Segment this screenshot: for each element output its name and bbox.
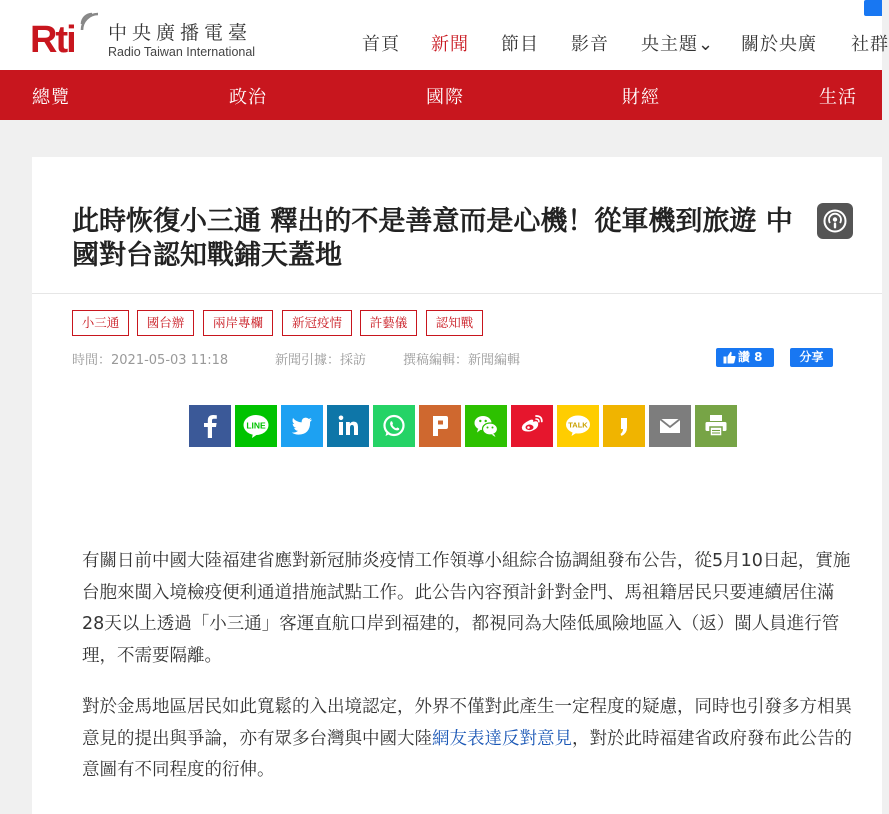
paragraph-text: 對於金馬地區居民如此寬鬆的入出境認定，外界不僅對此產生一定程度的疑慮，同時也引發多方相異意見的提出與爭論，亦有眾多台灣與中國大陸 [82, 697, 852, 749]
podcast-button[interactable] [817, 203, 853, 239]
article-title: 此時恢復小三通 釋出的不是善意而是心機！從軍機到旅遊 中國對台認知戰鋪天蓋地 [72, 206, 793, 271]
plurk-icon [419, 405, 461, 447]
opposition-opinions-link[interactable]: 網友表達反對意見 [432, 728, 572, 749]
facebook-like-button[interactable] [716, 348, 774, 367]
facebook-share-button[interactable]: 分享 [790, 348, 833, 367]
site-header [0, 0, 889, 70]
print-icon [695, 405, 737, 447]
quote-icon [603, 405, 645, 447]
publish-time: 時間：2021-05-03 11:18 [72, 353, 229, 368]
nav-item-video[interactable]: 影音 [571, 34, 609, 55]
share-whatsapp-button[interactable] [373, 405, 415, 447]
kakaotalk-icon [557, 405, 599, 447]
weibo-icon [511, 405, 553, 447]
wechat-icon [465, 405, 507, 447]
thumbs-up-icon [723, 351, 736, 364]
tag-item[interactable]: 認知戰 [426, 310, 483, 336]
nav-item-news[interactable]: 新聞 [431, 34, 469, 55]
whatsapp-icon [373, 405, 415, 447]
nav-item-home[interactable]: 首頁 [362, 34, 400, 55]
broadcast-wave-icon [78, 8, 104, 34]
svg-text:TALK: TALK [568, 420, 588, 430]
article-paragraph [82, 692, 852, 787]
like-count: 讚 8 [738, 350, 763, 364]
site-logo[interactable] [28, 8, 268, 64]
news-source: 新聞引據：採訪 [275, 353, 367, 368]
share-plurk-button[interactable] [419, 405, 461, 447]
share-wechat-button[interactable] [465, 405, 507, 447]
tag-item[interactable]: 許藝儀 [360, 310, 417, 336]
editor-credit: 撰稿編輯：新聞編輯 [403, 353, 521, 368]
svg-text:LINE: LINE [246, 420, 266, 431]
nav-item-topics[interactable]: 央主題⌄ [641, 34, 715, 55]
tag-item[interactable]: 兩岸專欄 [203, 310, 273, 336]
logo-name-zh: 中央廣播電臺 [108, 22, 253, 44]
nav-item-social[interactable]: 社群 [851, 34, 889, 55]
share-weibo-button[interactable] [511, 405, 553, 447]
share-print-button[interactable] [695, 405, 737, 447]
share-email-button[interactable] [649, 405, 691, 447]
share-quote-button[interactable] [603, 405, 645, 447]
article-paragraph: 有關日前中國大陸福建省應對新冠肺炎疫情工作領導小組綜合協調組發布公告，從5月10日起，實施台胞來閩入境檢疫便利通道措施試點工作。此公告內容預計針對金門、馬祖籍居民只要連續居住滿28天以上透過「小三通」客運直航口岸到福建的，都視同為大陸低風險地區入（返）閩人員進行管理，不需要隔離。 [82, 551, 851, 666]
category-bar [0, 70, 882, 120]
share-twitter-button[interactable] [281, 405, 323, 447]
linkedin-icon [327, 405, 369, 447]
tag-item[interactable]: 國台辦 [137, 310, 194, 336]
tag-item[interactable]: 新冠疫情 [282, 310, 352, 336]
paragraph-text: ，對於此時福建省政府發布此公告的意圖有不同程度的衍伸。 [82, 728, 852, 780]
podcast-icon [817, 203, 853, 239]
facebook-corner-icon[interactable] [864, 0, 882, 16]
category-life[interactable]: 生活 [819, 87, 857, 108]
category-politics[interactable]: 政治 [229, 87, 267, 108]
twitter-icon [281, 405, 323, 447]
article-card [32, 157, 882, 814]
facebook-icon [189, 405, 231, 447]
title-divider [32, 293, 882, 294]
share-facebook-button[interactable] [189, 405, 231, 447]
share-linkedin-button[interactable] [327, 405, 369, 447]
logo-name-en: Radio Taiwan International [108, 45, 256, 59]
email-icon [649, 405, 691, 447]
category-overview[interactable]: 總覽 [32, 87, 70, 108]
logo-mark: Rti [30, 19, 75, 61]
tag-item[interactable]: 小三通 [72, 310, 129, 336]
category-finance[interactable]: 財經 [622, 87, 660, 108]
nav-item-about[interactable]: 關於央廣 [741, 34, 817, 55]
share-line-button[interactable] [235, 405, 277, 447]
line-icon [235, 405, 277, 447]
category-international[interactable]: 國際 [426, 87, 464, 108]
share-kakaotalk-button[interactable] [557, 405, 599, 447]
nav-item-programs[interactable]: 節目 [501, 34, 539, 55]
